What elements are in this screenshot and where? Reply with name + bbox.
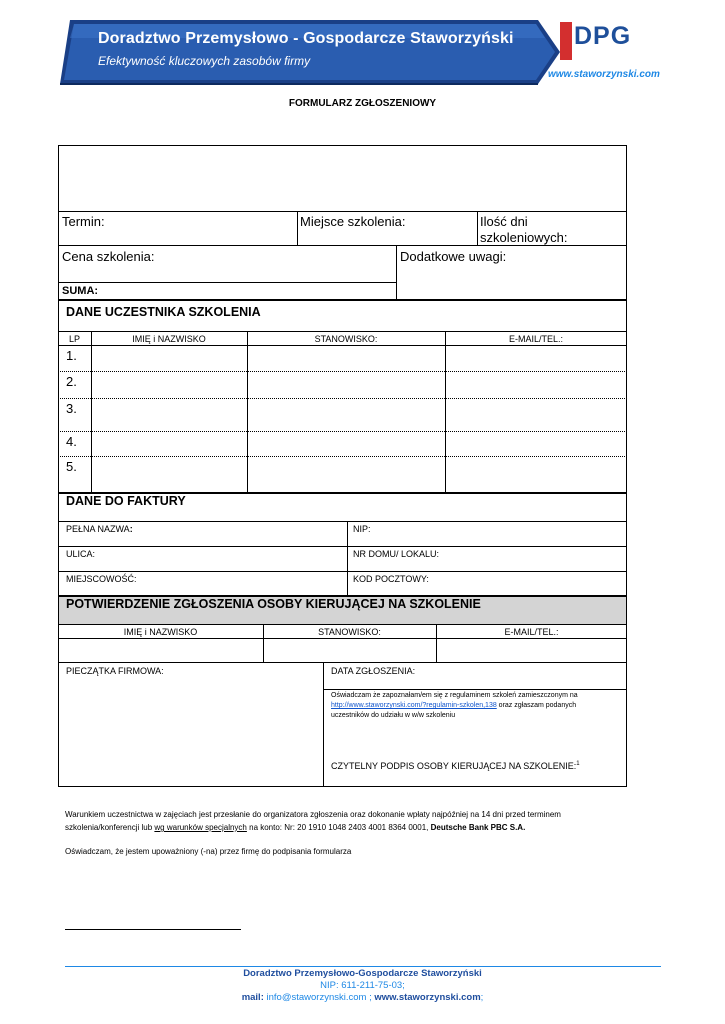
row-number: 2.: [66, 374, 77, 389]
signature-line: [65, 929, 241, 930]
term-label: Termin:: [62, 214, 105, 229]
footer-end: ;: [480, 992, 484, 1003]
terms-line2-a: szkolenia/konferencji lub: [65, 823, 155, 832]
row-number: 4.: [66, 434, 77, 449]
days-label-line2: szkoleniowych:: [480, 230, 568, 245]
place-label: Miejsce szkolenia:: [300, 214, 406, 229]
terms-line2-b: na konto: Nr: 20 1910 1048 2403 4001 8364 0001,: [246, 823, 431, 832]
date-label: DATA ZGŁOSZENIA:: [331, 666, 416, 676]
footer-mail[interactable]: info@staworzynski.com ;: [263, 992, 375, 1003]
full-name-label: [66, 524, 133, 534]
participants-section: [58, 300, 627, 493]
special-terms-link[interactable]: wg warunków specjalnych: [154, 823, 247, 832]
header-url[interactable]: www.staworzynski.com: [548, 69, 660, 80]
footer-mail-label: mail:: [241, 992, 264, 1003]
footer-website[interactable]: www.staworzynski.com: [374, 992, 481, 1003]
days-label-line1: Ilość dni: [480, 214, 528, 229]
signature-text: CZYTELNY PODPIS OSOBY KIERUJĄCEJ NA SZKOLENIE:: [331, 761, 577, 771]
sum-label: SUMA:: [62, 285, 99, 297]
house-number-label: NR DOMU/ LOKALU:: [353, 549, 440, 559]
terms-line1: Warunkiem uczestnictwa w zajęciach jest przesłanie do organizatora zgłoszenia oraz dokonanie wpłaty najpóźniej na 14 dni przed terminem: [65, 810, 561, 819]
full-name-colon: :: [129, 524, 133, 534]
confirm-col-name: IMIĘ i NAZWISKO: [123, 627, 198, 637]
notes-label: Dodatkowe uwagi:: [400, 249, 507, 264]
footer-contact: [0, 992, 725, 1003]
signature-footnote-mark: 1: [576, 761, 580, 767]
confirmation-section-title: POTWIERDZENIE ZGŁOSZENIA OSOBY KIERUJĄCEJ NA SZKOLENIE: [66, 597, 481, 611]
participants-section-title: DANE UCZESTNIKA SZKOLENIA: [66, 305, 261, 319]
statement-line1: Oświadczam że zapoznałam/em się z regulaminem szkoleń zamieszczonym na: [331, 692, 578, 699]
logo-text: DPG: [574, 22, 632, 50]
signature-label: [331, 761, 580, 771]
statement-line2-text: oraz zgłaszam podanych: [496, 702, 577, 709]
footer-nip: NIP: 611-211-75-03;: [320, 980, 405, 991]
nip-label: NIP:: [353, 524, 371, 534]
row-number: 1.: [66, 348, 77, 363]
full-name-text: PEŁNA NAZWA: [66, 524, 130, 534]
postal-code-label: KOD POCZTOWY:: [353, 574, 429, 584]
regulations-link[interactable]: http://www.staworzynski.com/?regulamin-szkolen,138: [331, 702, 497, 709]
company-title: Doradztwo Przemysłowo - Gospodarcze Staworzyński: [98, 30, 514, 47]
col-email: E-MAIL/TEL.:: [508, 334, 563, 344]
footer-divider: [65, 966, 661, 967]
logo-red-bar: [560, 22, 572, 60]
invoice-section-title: DANE DO FAKTURY: [66, 494, 186, 508]
street-label: ULICA:: [66, 549, 96, 559]
company-tagline: Efektywność kluczowych zasobów firmy: [98, 54, 311, 68]
footer-company: [0, 968, 725, 979]
authorization-statement: Oświadczam, że jestem upoważniony (-na) przez firmę do podpisania formularza: [65, 847, 352, 856]
confirm-col-position: STANOWISKO:: [318, 627, 381, 637]
stamp-label: PIECZĄTKA FIRMOWA:: [66, 666, 164, 676]
city-label: MIEJSCOWOŚĆ:: [66, 574, 137, 584]
bank-name: Deutsche Bank PBC S.A.: [430, 823, 526, 832]
row-number: 5.: [66, 459, 77, 474]
col-lp: LP: [68, 334, 80, 344]
confirm-col-email: E-MAIL/TEL.:: [504, 627, 559, 637]
dpg-logo: [560, 22, 646, 66]
invoice-section: [58, 493, 627, 596]
price-label: Cena szkolenia:: [62, 249, 155, 264]
form-title: FORMULARZ ZGŁOSZENIOWY: [288, 98, 437, 109]
statement-line2: [331, 701, 576, 712]
col-name: IMIĘ i NAZWISKO: [132, 334, 206, 344]
statement-line3: uczestników do udziału w w/w szkoleniu: [331, 712, 456, 719]
col-position: STANOWISKO:: [314, 334, 378, 344]
terms-line2: [65, 821, 525, 834]
row-number: 3.: [66, 401, 77, 416]
footer-company-name: Doradztwo Przemysłowo-Gospodarcze Staworzyński: [243, 968, 482, 979]
